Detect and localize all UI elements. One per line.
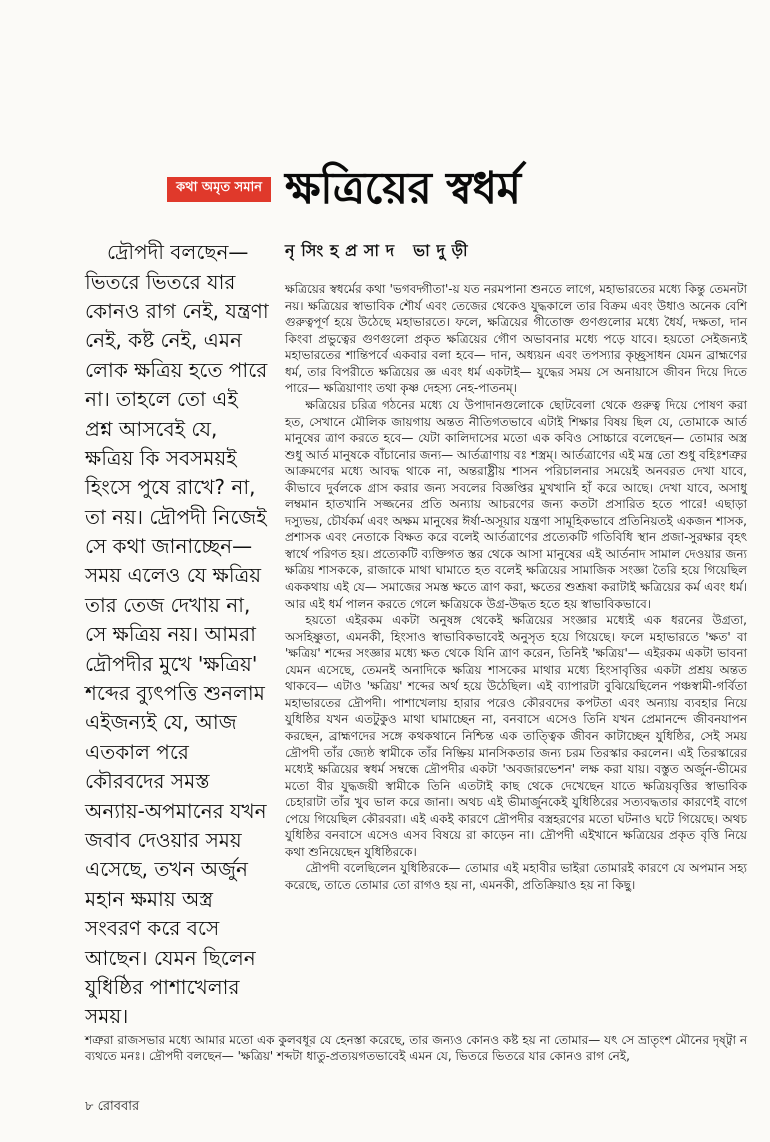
body-paragraph: দ্রৌপদী বলেছিলেন যুধিষ্ঠিরকে— তোমার এই মহাবীর ভাইরা তোমারই কারণে যে অপমান সহ্য করেছে, তাতে তোমার তো রাগও হয় না, এমনকী, প্রতিক্রিয়াও হয় না কিছু। (285, 861, 747, 892)
body-paragraph: ক্ষত্রিয়ের চরিত্র গঠনের মধ্যে যে উপাদানগুলোকে ছোটবেলা থেকে গুরুত্ব দিয়ে পোষণ করা হত, সেখানে মৌলিক জায়গায় অন্তত নীতিগতভাবে এটাই শিক্ষার বিষয় ছিল যে, তোমাকে আর্ত মানুষের ত্রাণ করতে হবে— যেটা কালিদাসের মতো এক কবিও সোচ্চারে বলেছেন— তোমার অস্ত্র শুধু আর্ত মানুষকে বাঁচানোর জন্য— আর্তত্রাণায় বঃ শস্ত্রম্। আর্তত্রাণের এই মন্ত্র তো শুধু বহিঃশত্রুর আক্রমণের মধ্যে আবদ্ধ থাকে না, অন্তরাষ্ট্রীয় শাসন পরিচালনার সময়েই অনবরত দেখা যাবে, কীভাবে দুর্বলকে গ্রাস করার জন্য সবলের বিজ্ঞপ্তির মুখখানি হাঁ করে আছে। দেখা যাবে, অসাধু লম্বমান হাতখানি সজ্জনের প্রতি অন্যায় আচরণের জন্য কতটা প্রসারিত হতে পারে! এছাড়া দস্যুভয়, চৌর্যকর্ম এবং অক্ষম মানুষের ঈর্ষা-অসূয়ার যন্ত্রণা সামূহিকভাবে প্রতিনিয়তই একজন শাসক, প্রশাসক এবং নেতাকে বিক্ষত করে বলেই আর্তত্রাণের প্রত্যেকটি গতিবিধি স্থান প্রজা-সুরক্ষার বৃহৎ স্বার্থে পরিণত হয়। প্রত্যেকটি ব্যক্তিগত স্তর থেকে আসা মানুষের এই আর্তনাদ সামাল দেওয়ার জন্য ক্ষত্রিয় শাসককে, রাজাকে মাথা ঘামাতে হত বলেই ক্ষত্রিয়ের সামাজিক সংজ্ঞা তৈরি হয়ে গিয়েছিল এককথায় এই যে— সমাজের সমস্ত ক্ষতে ত্রাণ করা, ক্ষতের শুশ্রূষা করাটাই ক্ষত্রিয়ের কর্ম এবং ধর্ম। আর এই ধর্ম পালন করতে গেলে ক্ষত্রিয়কে উগ্র-উদ্ধত হতে হয় স্বাভাবিকভাবে। (285, 398, 747, 611)
author-byline: নৃসিংহপ্রসাদ ভাদুড়ী (285, 241, 475, 261)
body-paragraph-fullwidth: শত্রুরা রাজসভার মধ্যে আমার মতো এক কুলবধূর যে হেনস্তা করেছে, তার জন্যও কোনও কষ্ট হয় না তোমার— যৎ সে ভ্রাতৃংশ মৌনের দৃষ্ট্বা ন ব্যথতে মনঃ। দ্রৌপদী বলছেন— 'ক্ষত্রিয়' শব্দটা ধাতু-প্রত্যয়গতভাবেই এমন যে, ভিতরে ভিতরে যার কোনও রাগ নেই, (85, 1032, 747, 1064)
kicker-cell (85, 176, 271, 201)
page-footer (85, 1097, 139, 1118)
body-paragraph: হয়তো এইরকম একটা অনুষঙ্গ থেকেই ক্ষত্রিয়ের সংজ্ঞার মধ্যেই এক ধরনের উগ্রতা, অসহিষ্ণুতা, এমনকী, হিংসাও স্বাভাবিকভাবেই অনুসৃত হয়ে গিয়েছে। ফলে মহাভারতে 'ক্ষত' বা 'ক্ষত্রিয়' শব্দের সংজ্ঞার মধ্যে ক্ষত থেকে যিনি ত্রাণ করেন, তিনিই 'ক্ষত্রিয়'— এইরকম একটা ভাবনা যেমন এসেছে, তেমনই অনাদিকে ক্ষত্রিয় শাসকের মাথার মধ্যে হিংসাবৃত্তির একটা প্রশ্রয় অন্তত থাকবে— এটাও 'ক্ষত্রিয়' শব্দের অর্থ হয়ে উঠেছিল। এই ব্যাপারটা বুঝিয়েছিলেন পঞ্চস্বামী-গর্বিতা মহাভারতের দ্রৌপদী। পাশাখেলায় হারার পরেও কৌরবদের কপটতা এবং অন্যায় ব্যবহার নিয়ে যুধিষ্ঠির যখন এতটুকুও মাথা ঘামাচ্ছেন না, বনবাসে এসেও তিনি যখন প্রেমানন্দে জীবনযাপন করছেন, ব্রাহ্মণদের সঙ্গে কথকথানে নিশ্চিন্ত এক তাত্ত্বিক জীবন কাটাচ্ছেন যুধিষ্ঠির, সেই সময় দ্রৌপদী তাঁর জ্যেষ্ঠ স্বামীকে তাঁর নিষ্ক্রিয় মানসিকতার জন্য চরম তিরস্কার করলেন। এই তিরস্কারের মধ্যেই ক্ষত্রিয়ের স্বধর্ম সম্বন্ধে দ্রৌপদীর একটা 'অবজারভেশন' লক্ষ করা যায়। বস্তুত অর্জুন-ভীমের মতো বীর যুদ্ধজয়ী স্বামীকে তিনি এতটাই কাছ থেকে দেখেছেন যাতে ক্ষত্রিয়বৃত্তির স্বাভাবিক চেহারাটা তাঁর খুব ভাল করে জানা। অথচ এই ভীমার্জুনকেই যুধিষ্ঠিরের সত্যবদ্ধতার কারণেই বাগে পেয়ে গিয়েছিল কৌরবরা। এই একই কারণে দ্রৌপদীর বস্ত্রহরণের মতো ঘটনাও ঘটে গিয়েছে। অথচ যুধিষ্ঠির বনবাসে এসেও এসব বিষয়ে রা কাড়েন না। দ্রৌপদী এইখানে ক্ষত্রিয়ের প্রকৃত বৃত্তি নিয়ে কথা শুনিয়েছেন যুধিষ্ঠিরকে। (285, 613, 747, 859)
article-content (85, 238, 747, 1032)
article-header (85, 163, 747, 214)
section-kicker: কথা অমৃত সমান (167, 177, 271, 201)
body-paragraph: ক্ষত্রিয়ের স্বধর্মের কথা 'ভগবদ্গীতা'-য় যত নরমপানা শুনতে লাগে, মহাভারতের মধ্যে কিন্তু তেমনটা নয়। ক্ষত্রিয়ের স্বাভাবিক শৌর্য এবং তেজের থেকেও যুদ্ধকালে তার বিক্রম এবং উধাও অনেক বেশি গুরুত্বপূর্ণ হয়ে উঠেছে মহাভারতে। ফলে, ক্ষত্রিয়ের গীতোক্ত গুণগুলোর মধ্যে ধৈর্য, দক্ষতা, দান কিংবা প্রভুত্বের গুণগুলো প্রকৃত ক্ষত্রিয়ের গৌণ অভাবনার মধ্যে পড়ে যাবে। হয়তো সেইজন্যই মহাভারতের শান্তিপর্বে একবার বলা হবে— দান, অধ্যয়ন এবং তপস্যার কৃচ্ছ্রসাধন যেমন ব্রাহ্মণের ধর্ম, তার বিপরীতে ক্ষত্রিয়ের জ্ঞ এবং ধর্ম একটাই— যুদ্ধের সময় সে অনায়াসে জীবন দিয়ে দিতে পারে— ক্ষত্রিয়াণাং তথা কৃষ্ণ দেহস্য নেহ-পাতনম্। (285, 282, 747, 396)
article-headline: ক্ষত্রিয়ের স্বধর্ম (285, 163, 521, 214)
page-number-label: ৮ রোববার (85, 1099, 140, 1114)
pull-quote: দ্রৌপদী বলছেন— ভিতরে ভিতরে যার কোনও রাগ নেই, যন্ত্রণা নেই, কষ্ট নেই, এমন লোক ক্ষত্রিয় হতে পারে না। তাহলে তো এই প্রশ্ন আসবেই যে, ক্ষত্রিয় কি সবসময়ই হিংসে পুষে রাখে? না, তা নয়। দ্রৌপদী নিজেই সে কথা জানাচ্ছেন— সময় এলেও যে ক্ষত্রিয় তার তেজ দেখায় না, সে ক্ষত্রিয় নয়। আমরা দ্রৌপদীর মুখে 'ক্ষত্রিয়' শব্দের ব্যুৎপত্তি শুনলাম এইজন্যই যে, আজ এতকাল পরে কৌরবদের সমস্ত অন্যায়-অপমানের যখন জবাব দেওয়ার সময় এসেছে, তখন অর্জুন মহান ক্ষমায় অস্ত্র সংবরণ করে বসে আছেন। যেমন ছিলেন যুধিষ্ঠির পাশাখেলার সময়। (85, 240, 269, 1029)
main-column (285, 238, 747, 1032)
